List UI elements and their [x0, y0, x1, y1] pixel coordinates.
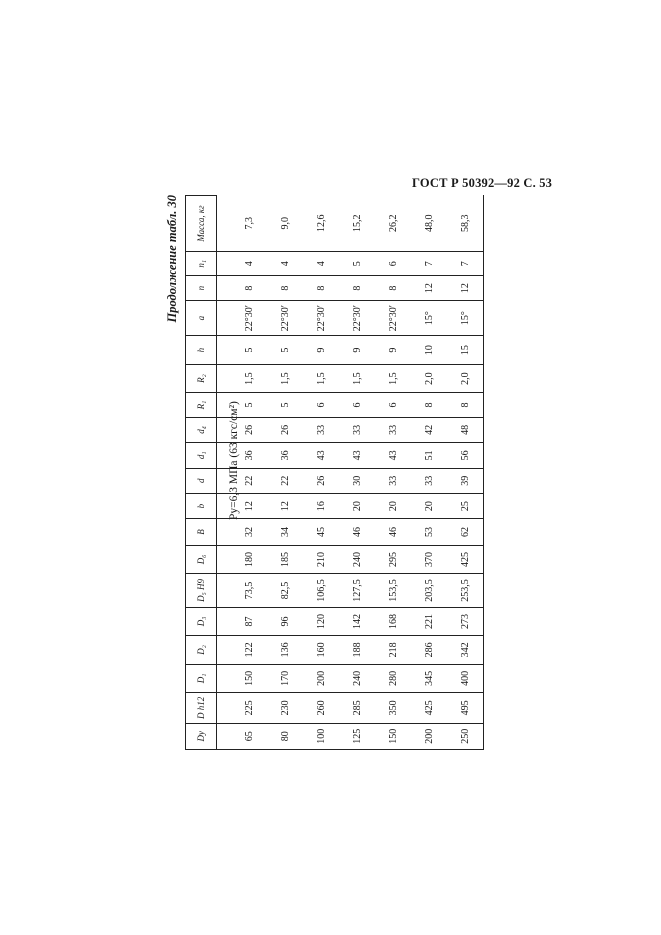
table-cell: 22°30′	[375, 300, 411, 336]
table-cell: 48,0	[411, 196, 447, 252]
table-cell: 106,5	[303, 574, 339, 608]
table-cell: 100	[303, 723, 339, 749]
table-cell: 1,5	[375, 364, 411, 392]
table-row	[411, 196, 447, 750]
separator-cell	[217, 607, 232, 635]
table-cell: 136	[267, 636, 303, 664]
col-header: d₄	[186, 417, 217, 442]
table-cell: 8	[303, 276, 339, 300]
separator-cell	[217, 393, 232, 417]
separator-cell	[217, 493, 232, 518]
separator-cell	[217, 664, 232, 692]
separator-cell	[217, 723, 232, 749]
table-cell: 210	[303, 545, 339, 573]
separator-cell	[217, 693, 232, 723]
col-header: d₁	[186, 443, 217, 468]
table-cell: 370	[411, 545, 447, 573]
table-cell: 15	[447, 336, 484, 364]
table-cell: 2,0	[411, 364, 447, 392]
table-cell: 9	[303, 336, 339, 364]
table-cell: 22	[231, 468, 267, 493]
table-cell: 33	[303, 417, 339, 442]
separator-cell	[217, 519, 232, 545]
table-cell: 9	[375, 336, 411, 364]
col-header: D₁	[186, 664, 217, 692]
table-cell: 42	[411, 417, 447, 442]
table-cell: 46	[375, 519, 411, 545]
table-cell: 43	[303, 443, 339, 468]
table-cell: 9	[339, 336, 375, 364]
table-cell: 260	[303, 693, 339, 723]
table-cell: 4	[231, 252, 267, 276]
continuation-caption: Продолжение табл. 30	[165, 195, 179, 323]
table-cell: 7	[447, 252, 484, 276]
table-cell: 142	[339, 607, 375, 635]
table-cell: 12	[411, 276, 447, 300]
table-cell: 286	[411, 636, 447, 664]
rotated-table-block	[165, 195, 471, 750]
separator-cell	[217, 336, 232, 364]
table-cell: 26	[231, 417, 267, 442]
table-cell: 253,5	[447, 574, 484, 608]
col-header: n	[186, 276, 217, 300]
separator-cell	[217, 196, 232, 252]
table-cell: 225	[231, 693, 267, 723]
col-header: b	[186, 493, 217, 518]
col-header: D₂	[186, 636, 217, 664]
table-cell: 240	[339, 545, 375, 573]
table-cell: 203,5	[411, 574, 447, 608]
col-header: D h12	[186, 693, 217, 723]
table-cell: 5	[267, 393, 303, 417]
table-cell: 4	[267, 252, 303, 276]
table-cell: 1,5	[231, 364, 267, 392]
table-cell: 80	[267, 723, 303, 749]
table-cell: 12	[447, 276, 484, 300]
pressure-caption: Pу=6,3 МПа (63 кгс/см²)	[228, 401, 240, 520]
separator-cell	[217, 364, 232, 392]
table-cell: 160	[303, 636, 339, 664]
table-cell: 33	[375, 468, 411, 493]
table-cell: 39	[447, 468, 484, 493]
table-cell: 280	[375, 664, 411, 692]
table-cell: 350	[375, 693, 411, 723]
table-cell: 8	[339, 276, 375, 300]
table-cell: 53	[411, 519, 447, 545]
table-cell: 150	[231, 664, 267, 692]
separator-cell	[217, 252, 232, 276]
table-row	[339, 196, 375, 750]
col-header: n₁	[186, 252, 217, 276]
table-cell: 188	[339, 636, 375, 664]
col-header: d	[186, 468, 217, 493]
table-cell: 20	[375, 493, 411, 518]
table-cell: 87	[231, 607, 267, 635]
table-cell: 125	[339, 723, 375, 749]
table-cell: 425	[411, 693, 447, 723]
table-cell: 240	[339, 664, 375, 692]
table-cell: 20	[339, 493, 375, 518]
table-cell: 1,5	[303, 364, 339, 392]
table-cell: 33	[411, 468, 447, 493]
table-cell: 22°30′	[231, 300, 267, 336]
table-cell: 7	[411, 252, 447, 276]
table-cell: 20	[411, 493, 447, 518]
col-header: Dу	[186, 723, 217, 749]
col-header: D₃	[186, 607, 217, 635]
table-cell: 342	[447, 636, 484, 664]
table-cell: 495	[447, 693, 484, 723]
table-cell: 180	[231, 545, 267, 573]
separator-cell	[217, 417, 232, 442]
separator-cell	[217, 443, 232, 468]
table-cell: 15,2	[339, 196, 375, 252]
table-cell: 58,3	[447, 196, 484, 252]
page-header: ГОСТ Р 50392—92 С. 53	[412, 176, 553, 190]
table-cell: 43	[339, 443, 375, 468]
table-header-row	[186, 196, 217, 750]
table-cell: 34	[267, 519, 303, 545]
table-cell: 22°30′	[267, 300, 303, 336]
table-cell: 22	[267, 468, 303, 493]
table-cell: 62	[447, 519, 484, 545]
separator-cell	[217, 300, 232, 336]
table-cell: 425	[447, 545, 484, 573]
separator-cell	[217, 636, 232, 664]
table-cell: 150	[375, 723, 411, 749]
table-cell: 65	[231, 723, 267, 749]
table-cell: 36	[231, 443, 267, 468]
table-cell: 33	[339, 417, 375, 442]
col-header: a	[186, 300, 217, 336]
table-cell: 122	[231, 636, 267, 664]
col-header: h	[186, 336, 217, 364]
table-cell: 218	[375, 636, 411, 664]
col-header: B	[186, 519, 217, 545]
table-cell: 15°	[411, 300, 447, 336]
table-cell: 6	[303, 393, 339, 417]
table-cell: 7,3	[231, 196, 267, 252]
table-cell: 56	[447, 443, 484, 468]
pressure-separator-row	[217, 196, 232, 750]
table-cell: 8	[411, 393, 447, 417]
table-cell: 1,5	[267, 364, 303, 392]
table-cell: 230	[267, 693, 303, 723]
table-cell: 51	[411, 443, 447, 468]
table-cell: 16	[303, 493, 339, 518]
table-cell: 285	[339, 693, 375, 723]
table-cell: 5	[231, 393, 267, 417]
table-cell: 82,5	[267, 574, 303, 608]
table-cell: 295	[375, 545, 411, 573]
table-cell: 36	[267, 443, 303, 468]
table-cell: 26	[267, 417, 303, 442]
table-cell: 4	[303, 252, 339, 276]
table-cell: 127,5	[339, 574, 375, 608]
table-cell: 6	[339, 393, 375, 417]
table-cell: 400	[447, 664, 484, 692]
table-cell: 73,5	[231, 574, 267, 608]
table-cell: 26	[303, 468, 339, 493]
table-cell: 9,0	[267, 196, 303, 252]
col-header: D₆	[186, 545, 217, 573]
flange-dimensions-table	[185, 195, 484, 750]
table-cell: 5	[339, 252, 375, 276]
table-cell: 33	[375, 417, 411, 442]
separator-cell	[217, 468, 232, 493]
table-cell: 185	[267, 545, 303, 573]
table-body	[217, 196, 484, 750]
table-cell: 8	[267, 276, 303, 300]
table-cell: 12,6	[303, 196, 339, 252]
table-cell: 15°	[447, 300, 484, 336]
table-cell: 8	[447, 393, 484, 417]
table-row	[231, 196, 267, 750]
table-cell: 32	[231, 519, 267, 545]
table-cell: 48	[447, 417, 484, 442]
table-cell: 46	[339, 519, 375, 545]
table-cell: 26,2	[375, 196, 411, 252]
table-row	[375, 196, 411, 750]
table-cell: 43	[375, 443, 411, 468]
table-cell: 25	[447, 493, 484, 518]
table-cell: 200	[303, 664, 339, 692]
separator-cell	[217, 276, 232, 300]
table-cell: 45	[303, 519, 339, 545]
col-header: D₅ H9	[186, 574, 217, 608]
table-cell: 170	[267, 664, 303, 692]
table-cell: 96	[267, 607, 303, 635]
table-row	[267, 196, 303, 750]
col-header: R₁	[186, 393, 217, 417]
table-cell: 168	[375, 607, 411, 635]
table-row	[447, 196, 484, 750]
table-cell: 273	[447, 607, 484, 635]
table-cell: 22°30′	[303, 300, 339, 336]
table-cell: 22°30′	[339, 300, 375, 336]
table-cell: 8	[231, 276, 267, 300]
table-cell: 2,0	[447, 364, 484, 392]
table-row	[303, 196, 339, 750]
col-header: R₂	[186, 364, 217, 392]
table-cell: 250	[447, 723, 484, 749]
separator-cell	[217, 545, 232, 573]
table-cell: 221	[411, 607, 447, 635]
table-cell: 6	[375, 393, 411, 417]
table-cell: 30	[339, 468, 375, 493]
table-cell: 345	[411, 664, 447, 692]
col-header: Масса, кг	[186, 196, 217, 252]
table-cell: 6	[375, 252, 411, 276]
table-cell: 12	[231, 493, 267, 518]
table-cell: 5	[231, 336, 267, 364]
table-cell: 8	[375, 276, 411, 300]
separator-cell	[217, 574, 232, 608]
table-cell: 10	[411, 336, 447, 364]
table-cell: 5	[267, 336, 303, 364]
table-cell: 200	[411, 723, 447, 749]
table-cell: 1,5	[339, 364, 375, 392]
table-cell: 12	[267, 493, 303, 518]
table-cell: 120	[303, 607, 339, 635]
table-cell: 153,5	[375, 574, 411, 608]
